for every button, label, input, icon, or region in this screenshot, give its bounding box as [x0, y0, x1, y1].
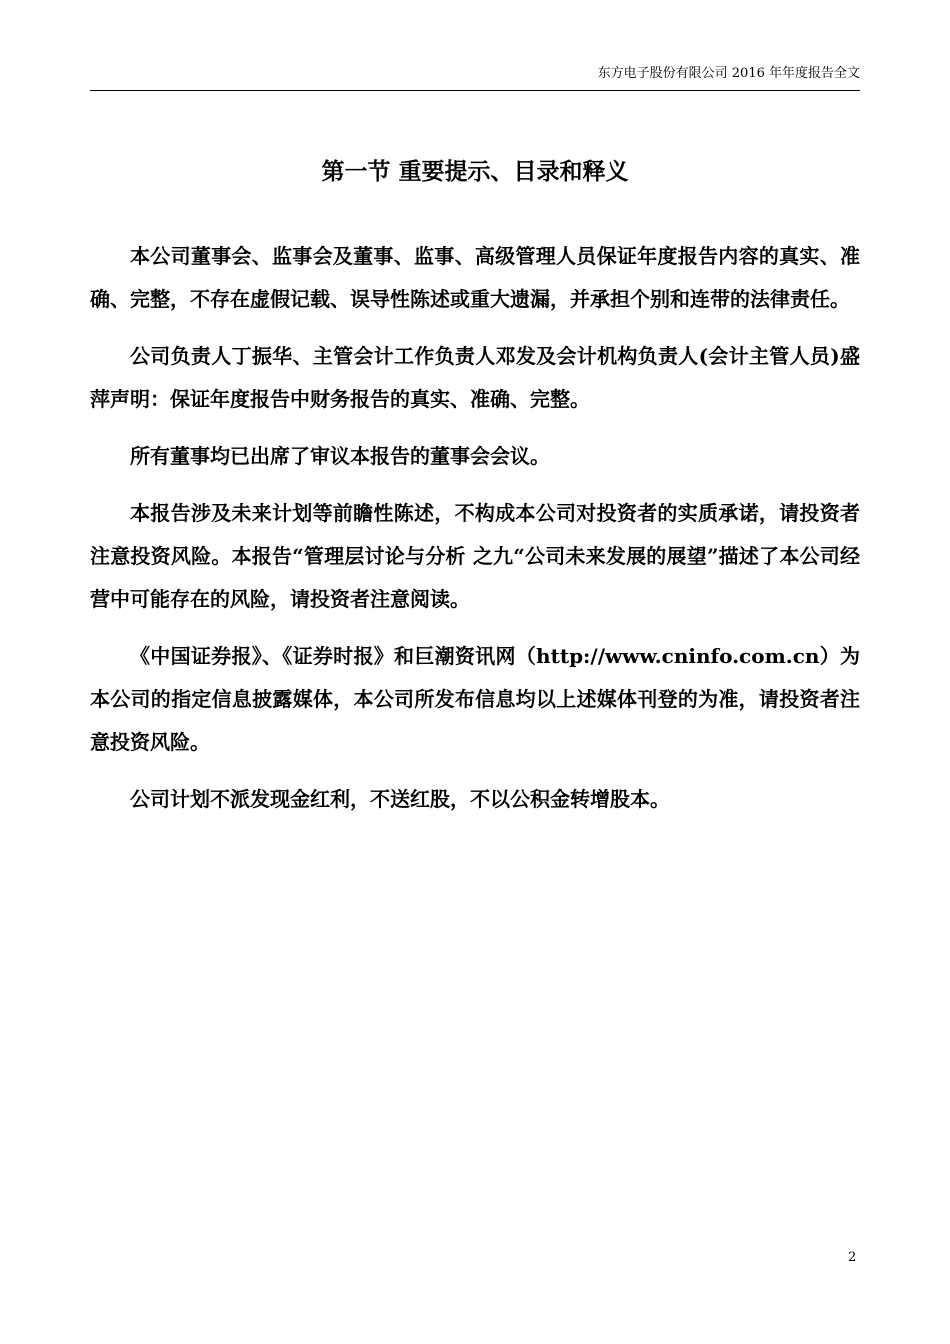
paragraph-disclosure-media: 《中国证券报》、《证券时报》和巨潮资讯网（http://www.cninfo.com.cn）为本公司的指定信息披露媒体，本公司所发布信息均以上述媒体刊登的为准，请投资者注意投资风险。 — [90, 644, 860, 754]
paragraph-board-attendance: 所有董事均已出席了审议本报告的董事会会议。 — [130, 444, 550, 468]
paragraph-responsibility-statement: 本公司董事会、监事会及董事、监事、高级管理人员保证年度报告内容的真实、准确、完整，不存在虚假记载、误导性陈述或重大遗漏，并承担个别和连带的法律责任。 — [90, 244, 860, 311]
header-title: 东方电子股份有限公司 2016 年年度报告全文 — [597, 66, 860, 81]
paragraph-forward-looking-risk: 本报告涉及未来计划等前瞻性陈述，不构成本公司对投资者的实质承诺，请投资者注意投资风险。本报告“管理层讨论与分析 之九“公司未来发展的展望”描述了本公司经营中可能存在的风险，请投资者注意阅读。 — [90, 501, 860, 611]
paragraph-financial-statement-declaration: 公司负责人丁振华、主管会计工作负责人邓发及会计机构负责人(会计主管人员)盛萍声明：保证年度报告中财务报告的真实、准确、完整。 — [90, 344, 860, 411]
page-number: 2 — [848, 1250, 857, 1265]
section-title: 第一节 重要提示、目录和释义 — [321, 158, 629, 185]
document-body — [90, 235, 860, 835]
page-header — [90, 62, 860, 91]
paragraph-dividend-plan: 公司计划不派发现金红利，不送红股，不以公积金转增股本。 — [130, 787, 670, 811]
